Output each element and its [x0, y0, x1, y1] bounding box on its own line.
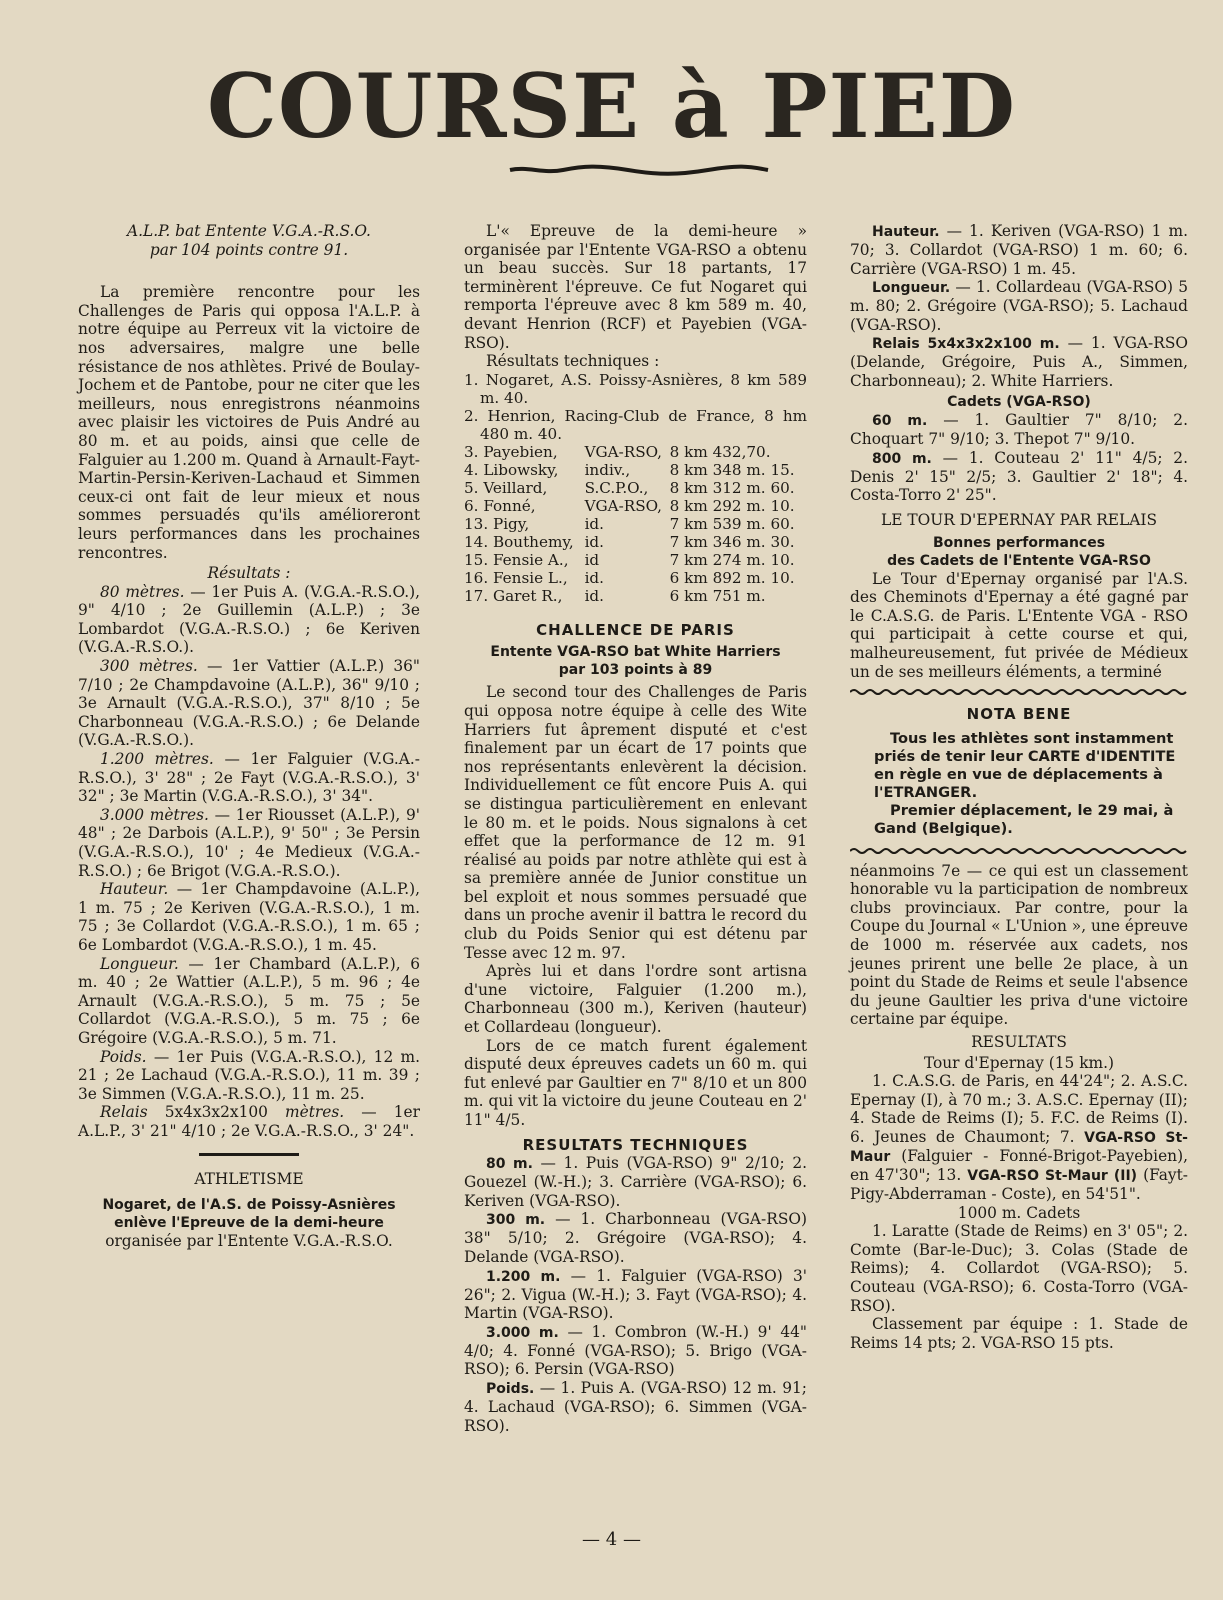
cadets-1000m-title: 1000 m. Cadets [957, 1203, 1081, 1222]
title-wavy-rule [508, 162, 770, 178]
result-distance: 7 km 539 m. 60. [669, 514, 795, 533]
result-club: VGA-RSO, [584, 442, 663, 461]
result-club: id. [584, 532, 604, 551]
result-distance: 6 km 892 m. 10. [669, 568, 795, 587]
result-club: id. [584, 586, 604, 605]
result-name: 14. Bouthemy, [464, 532, 574, 551]
table-row [464, 479, 807, 497]
intro-paragraph: La première rencontre pour les Challenges de Paris qui opposa l'A.L.P. à notre équipe au Perreux vit la victoire de nos adversaires, malgre une belle résistance de nos athlètes. Privé de Boulay-Jochem et de Pantobe, pour ne citer que les meilleurs, nous enregistrons néanmoins avec plaisir les victoires de Puis André au 80 m. et au poids, ainsi que celle de Falguier au 1.200 m. Quand à Arnault-Fayt-Martin-Persin-Keriven-Lachaud et Simmen ceux-ci ont fait de leur mieux et nous sommes persuadés qu'ils amélioreront leurs performances dans les prochaines rencontres. [78, 283, 420, 562]
page-number: — 4 — [582, 1529, 641, 1550]
result-distance: 7 km 274 m. 10. [669, 550, 795, 569]
result-club: id [584, 550, 600, 569]
result-club: id. [584, 568, 604, 587]
result-club: VGA-RSO, [584, 496, 663, 515]
challenge-title: CHALLENCE DE PARIS [536, 620, 735, 639]
resultats-heading: RESULTATS [971, 1033, 1067, 1052]
tech-longueur: Longueur. — 1. Collardeau (VGA-RSO) 5 m. 80; 2. Grégoire (VGA-RSO); 5. Lachaud (VGA-RSO). [850, 278, 1188, 334]
demi-heure-results-table [464, 371, 807, 605]
table-row [464, 443, 807, 461]
section-divider [199, 1153, 299, 1156]
tech-1200m: 1.200 m. — 1. Falguier (VGA-RSO) 3' 26"; 2. Vigua (W.-H.); 3. Fayt (VGA-RSO); 4. Martin (VGA-RSO). [464, 1266, 807, 1323]
result-club: id. [584, 514, 604, 533]
intro-subtitle: A.L.P. bat Entente V.G.A.-R.S.O. par 104 points contre 91. [127, 222, 371, 259]
result-distance: 7 km 346 m. 30. [669, 532, 795, 551]
result-name: 4. Libowsky, [464, 460, 559, 479]
tour-epernay-title: LE TOUR D'EPERNAY PAR RELAIS [881, 510, 1157, 529]
tour-epernay-subtitle: Bonnes performances des Cadets de l'Entente VGA-RSO [887, 534, 1151, 569]
athletisme-headline: Nogaret, de l'A.S. de Poissy-Asnières enlève l'Epreuve de la demi-heure [102, 1197, 396, 1232]
result-distance: 8 km 312 m. 60. [669, 478, 795, 497]
athletisme-heading: ATHLETISME [194, 1169, 304, 1188]
table-row [464, 533, 807, 551]
tech-3000m: 3.000 m. — 1. Combron (W.-H.) 9' 44" 4/0; 4. Fonné (VGA-RSO); 5. Brigo (VGA-RSO); 6. Persin (VGA-RSO) [464, 1322, 807, 1379]
result-name: 17. Garet R., [464, 586, 563, 605]
challenge-paragraph-3: Lors de ce match furent également disputé deux épreuves cadets un 60 m. qui fut enlevé par Gaultier en 7" 8/10 et un 800 m. qui vit la victoire du jeune Couteau en 2' 11" 4/5. [464, 1036, 807, 1129]
demi-heure-paragraph: L'« Epreuve de la demi-heure » organisée par l'Entente VGA-RSO a obtenu un beau succès. Sur 18 partants, 17 terminèrent l'épreuve. Ce fut Nogaret qui remporta l'épreuve avec 8 km 589 m. 40, devant Henrion (RCF) et Payebien (VGA-RSO). [464, 222, 807, 352]
tech-poids: Poids. — 1. Puis A. (VGA-RSO) 12 m. 91; 4. Lachaud (VGA-RSO); 6. Simmen (VGA-RSO). [464, 1378, 807, 1435]
cadets-heading: Cadets (VGA-RSO) [947, 393, 1091, 410]
result-club: indiv., [584, 460, 631, 479]
cadets-800m: 800 m. — 1. Couteau 2' 11" 4/5; 2. Denis 2' 15" 2/5; 3. Gaultier 2' 18"; 4. Costa-Torro 2' 25". [850, 448, 1188, 505]
nota-bene-title: NOTA BENE [966, 705, 1072, 724]
result-longueur: Longueur. — 1er Chambard (A.L.P.), 6 m. 40 ; 2e Wattier (A.L.P.), 5 m. 96 ; 4e Arnault (V.G.A.-R.S.O.), 5 m. 75 ; 5e Collardot (V.G.A.-R.S.O.), 5 m. 75 ; 6e Grégoire (V.G.A.-R.S.O.), 5 m. 71. [78, 954, 420, 1047]
result-name: 2. Henrion, Racing-Club de France, 8 hm 480 m. 40. [464, 406, 807, 443]
nota-bene-box [850, 724, 1188, 838]
tech-hauteur: Hauteur. — 1. Keriven (VGA-RSO) 1 m. 70; 3. Collardot (VGA-RSO) 1 m. 60; 6. Carrière (VGA-RSO) 1 m. 45. [850, 222, 1188, 278]
result-name: 1. Nogaret, A.S. Poissy-Asnières, 8 km 589 m. 40. [464, 370, 807, 407]
table-row [464, 407, 807, 443]
table-row [464, 497, 807, 515]
table-row [464, 515, 807, 533]
tour-epernay-continued: néanmoins 7e — ce qui est un classement honorable vu la participation de nombreux clubs provinciaux. Par contre, pour la Coupe du Journal « L'Union », une épreuve de 1000 m. réservée aux cadets, nos jeunes prirent une belle 2e place, à un point du Stade de Reims et seule l'absence du jeune Gaultier les priva d'une victoire certaine par équipe. [850, 861, 1188, 1029]
result-distance: 8 km 292 m. 10. [669, 496, 795, 515]
column-1 [78, 222, 420, 1251]
result-3000m: 3.000 mètres. — 1er Riousset (A.L.P.), 9' 48" ; 2e Darbois (A.L.P.), 9' 50" ; 3e Persin (V.G.A.-R.S.O.), 10' ; 4e Medieux (V.G.A.-R.S.O.) ; 6e Brigot (V.G.A.-R.S.O.). [78, 805, 420, 880]
tech-results-label: Résultats techniques : [486, 352, 660, 371]
challenge-paragraph-2: Après lui et dans l'ordre sont artisna d'une victoire, Falguier (1.200 m.), Charbonneau (300 m.), Keriven (hauteur) et Collardeau (longueur). [464, 962, 807, 1037]
cadets-1000m-results: 1. Laratte (Stade de Reims) en 3' 05"; 2. Comte (Bar-le-Duc); 3. Colas (Stade de Reims); 4. Collardot (VGA-RSO); 5. Couteau (VGA-RSO); 6. Costa-Torro (VGA-RSO). [850, 1222, 1188, 1315]
challenge-paragraph: Le second tour des Challenges de Paris qui opposa notre équipe à celle des Wite Harriers fut âprement disputé et c'est finalement par un écart de 17 points que nos représentants enlevèrent la décision. Individuellement ce fût encore Puis A. qui se distingua particulièrement en enlevant le 80 m. et le poids. Nous signalons à cet effet que la performance de 12 m. 91 réalisé au poids par notre athlète qui est à sa première année de Junior constitue un bel exploit et nous sommes persuadé que dans un proche avenir il battra le record du club du Poids Senior qui est détenu par Tesse avec 12 m. 97. [464, 683, 807, 962]
nota-bene-text: Tous les athlètes sont instamment priés de tenir leur CARTE d'IDENTITE en règle en vue de déplacements à l'ETRANGER. [874, 729, 1176, 801]
nota-bottom-wavy-rule [850, 846, 1188, 856]
result-distance: 8 km 432,70. [669, 442, 771, 461]
tour-epernay-paragraph: Le Tour d'Epernay organisé par l'A.S. des Cheminots d'Epernay a été gagné par le C.A.S.G. de Paris. L'Entente VGA - RSO qui participait à cette course et qui, malheureusement, fut privée de Médieux un de ses meilleurs éléments, a terminé [850, 569, 1188, 681]
tech-80m: 80 m. — 1. Puis (VGA-RSO) 9" 2/10; 2. Gouezel (W.-H.); 3. Carrière (VGA-RSO); 6. Keriven (VGA-RSO). [464, 1154, 808, 1210]
column-3 [850, 222, 1188, 1352]
result-name: 13. Pigy, [464, 514, 530, 533]
result-distance: 6 km 751 m. [669, 586, 766, 605]
nota-bene-trip: Premier déplacement, le 29 mai, à Gand (Belgique). [874, 801, 1174, 837]
result-hauteur: Hauteur. — 1er Champdavoine (A.L.P.), 1 m. 75 ; 2e Keriven (V.G.A.-R.S.O.), 1 m. 75 ; 3e Collardot (V.G.A.-R.S.O.), 1 m. 65 ; 6e Lombardot (V.G.A.-R.S.O.), 1 m. 45. [78, 880, 420, 954]
cadets-60m: 60 m. — 1. Gaultier 7" 8/10; 2. Choquart 7" 9/10; 3. Thepot 7" 9/10. [850, 411, 1188, 449]
page-title: COURSE à PIED [206, 54, 1017, 158]
tech-relais: Relais 5x4x3x2x100 m. — 1. VGA-RSO (Delande, Grégoire, Puis A., Simmen, Charbonneau); 2. White Harriers. [850, 334, 1188, 390]
result-name: 15. Fensie A., [464, 550, 569, 569]
athletisme-subline: organisée par l'Entente V.G.A.-R.S.O. [105, 1232, 393, 1251]
result-distance: 8 km 348 m. 15. [669, 460, 795, 479]
table-row [464, 569, 807, 587]
table-row [464, 587, 807, 605]
result-name: 16. Fensie L., [464, 568, 568, 587]
result-80m: 80 mètres. — 1er Puis A. (V.G.A.-R.S.O.), 9" 4/10 ; 2e Guillemin (A.L.P.) ; 3e Lombardot (V.G.A.-R.S.O.) ; 6e Keriven (V.G.A.-R.S.O.). [78, 582, 420, 657]
nota-top-wavy-rule [850, 687, 1188, 697]
column-2 [464, 222, 807, 1435]
table-row [464, 461, 807, 479]
result-relais: Relais 5x4x3x2x100 mètres. — 1er A.L.P., 3' 21" 4/10 ; 2e V.G.A.-R.S.O., 3' 24". [78, 1103, 420, 1140]
table-row [464, 371, 807, 407]
result-name: 6. Fonné, [464, 496, 536, 515]
tech-300m: 300 m. — 1. Charbonneau (VGA-RSO) 38" 5/10; 2. Grégoire (VGA-RSO); 4. Delande (VGA-RSO). [464, 1210, 807, 1266]
challenge-subtitle: Entente VGA-RSO bat White Harriers par 103 points à 89 [490, 644, 781, 679]
result-name: 5. Veillard, [464, 478, 548, 497]
result-club: S.C.P.O., [584, 478, 649, 497]
result-1200m: 1.200 mètres. — 1er Falguier (V.G.A.-R.S.O.), 3' 28" ; 2e Fayt (V.G.A.-R.S.O.), 3' 32" ; 3e Martin (V.G.A.-R.S.O.), 3' 34". [78, 750, 420, 806]
team-classification: Classement par équipe : 1. Stade de Reims 14 pts; 2. VGA-RSO 15 pts. [850, 1315, 1188, 1352]
result-300m: 300 mètres. — 1er Vattier (A.L.P.) 36" 7/10 ; 2e Champdavoine (A.L.P.), 36" 9/10 ; 3e Arnault (V.G.A.-R.S.O.), 37" 8/10 ; 5e Charbonneau (V.G.A.-R.S.O.) ; 6e Delande (V.G.A.-R.S.O.). [78, 657, 420, 750]
tour-epernay-distance: Tour d'Epernay (15 km.) [923, 1053, 1115, 1072]
results-heading: Résultats : [207, 564, 291, 583]
result-name: 3. Payebien, [464, 442, 558, 461]
table-row [464, 551, 807, 569]
result-poids: Poids. — 1er Puis (V.G.A.-R.S.O.), 12 m. 21 ; 2e Lachaud (V.G.A.-R.S.O.), 11 m. 39 ; 3e Simmen (V.G.A.-R.S.O.), 11 m. 25. [78, 1047, 420, 1103]
tour-epernay-results: 1. C.A.S.G. de Paris, en 44'24"; 2. A.S.C. Epernay (I), à 70 m.; 3. A.S.C. Epernay (II); 4. Stade de Reims (I); 5. F.C. de Reims (I). 6. Jeunes de Chaumont; 7. VGA-RSO St-Maur (Falguier - Fonné-Brigot-Payebien), en 47'30"; 13. VGA-RSO St-Maur (II) (Fayt-Pigy-Abderraman - Coste), en 54'51". [850, 1072, 1188, 1203]
tech-results-title: RESULTATS TECHNIQUES [522, 1135, 749, 1154]
